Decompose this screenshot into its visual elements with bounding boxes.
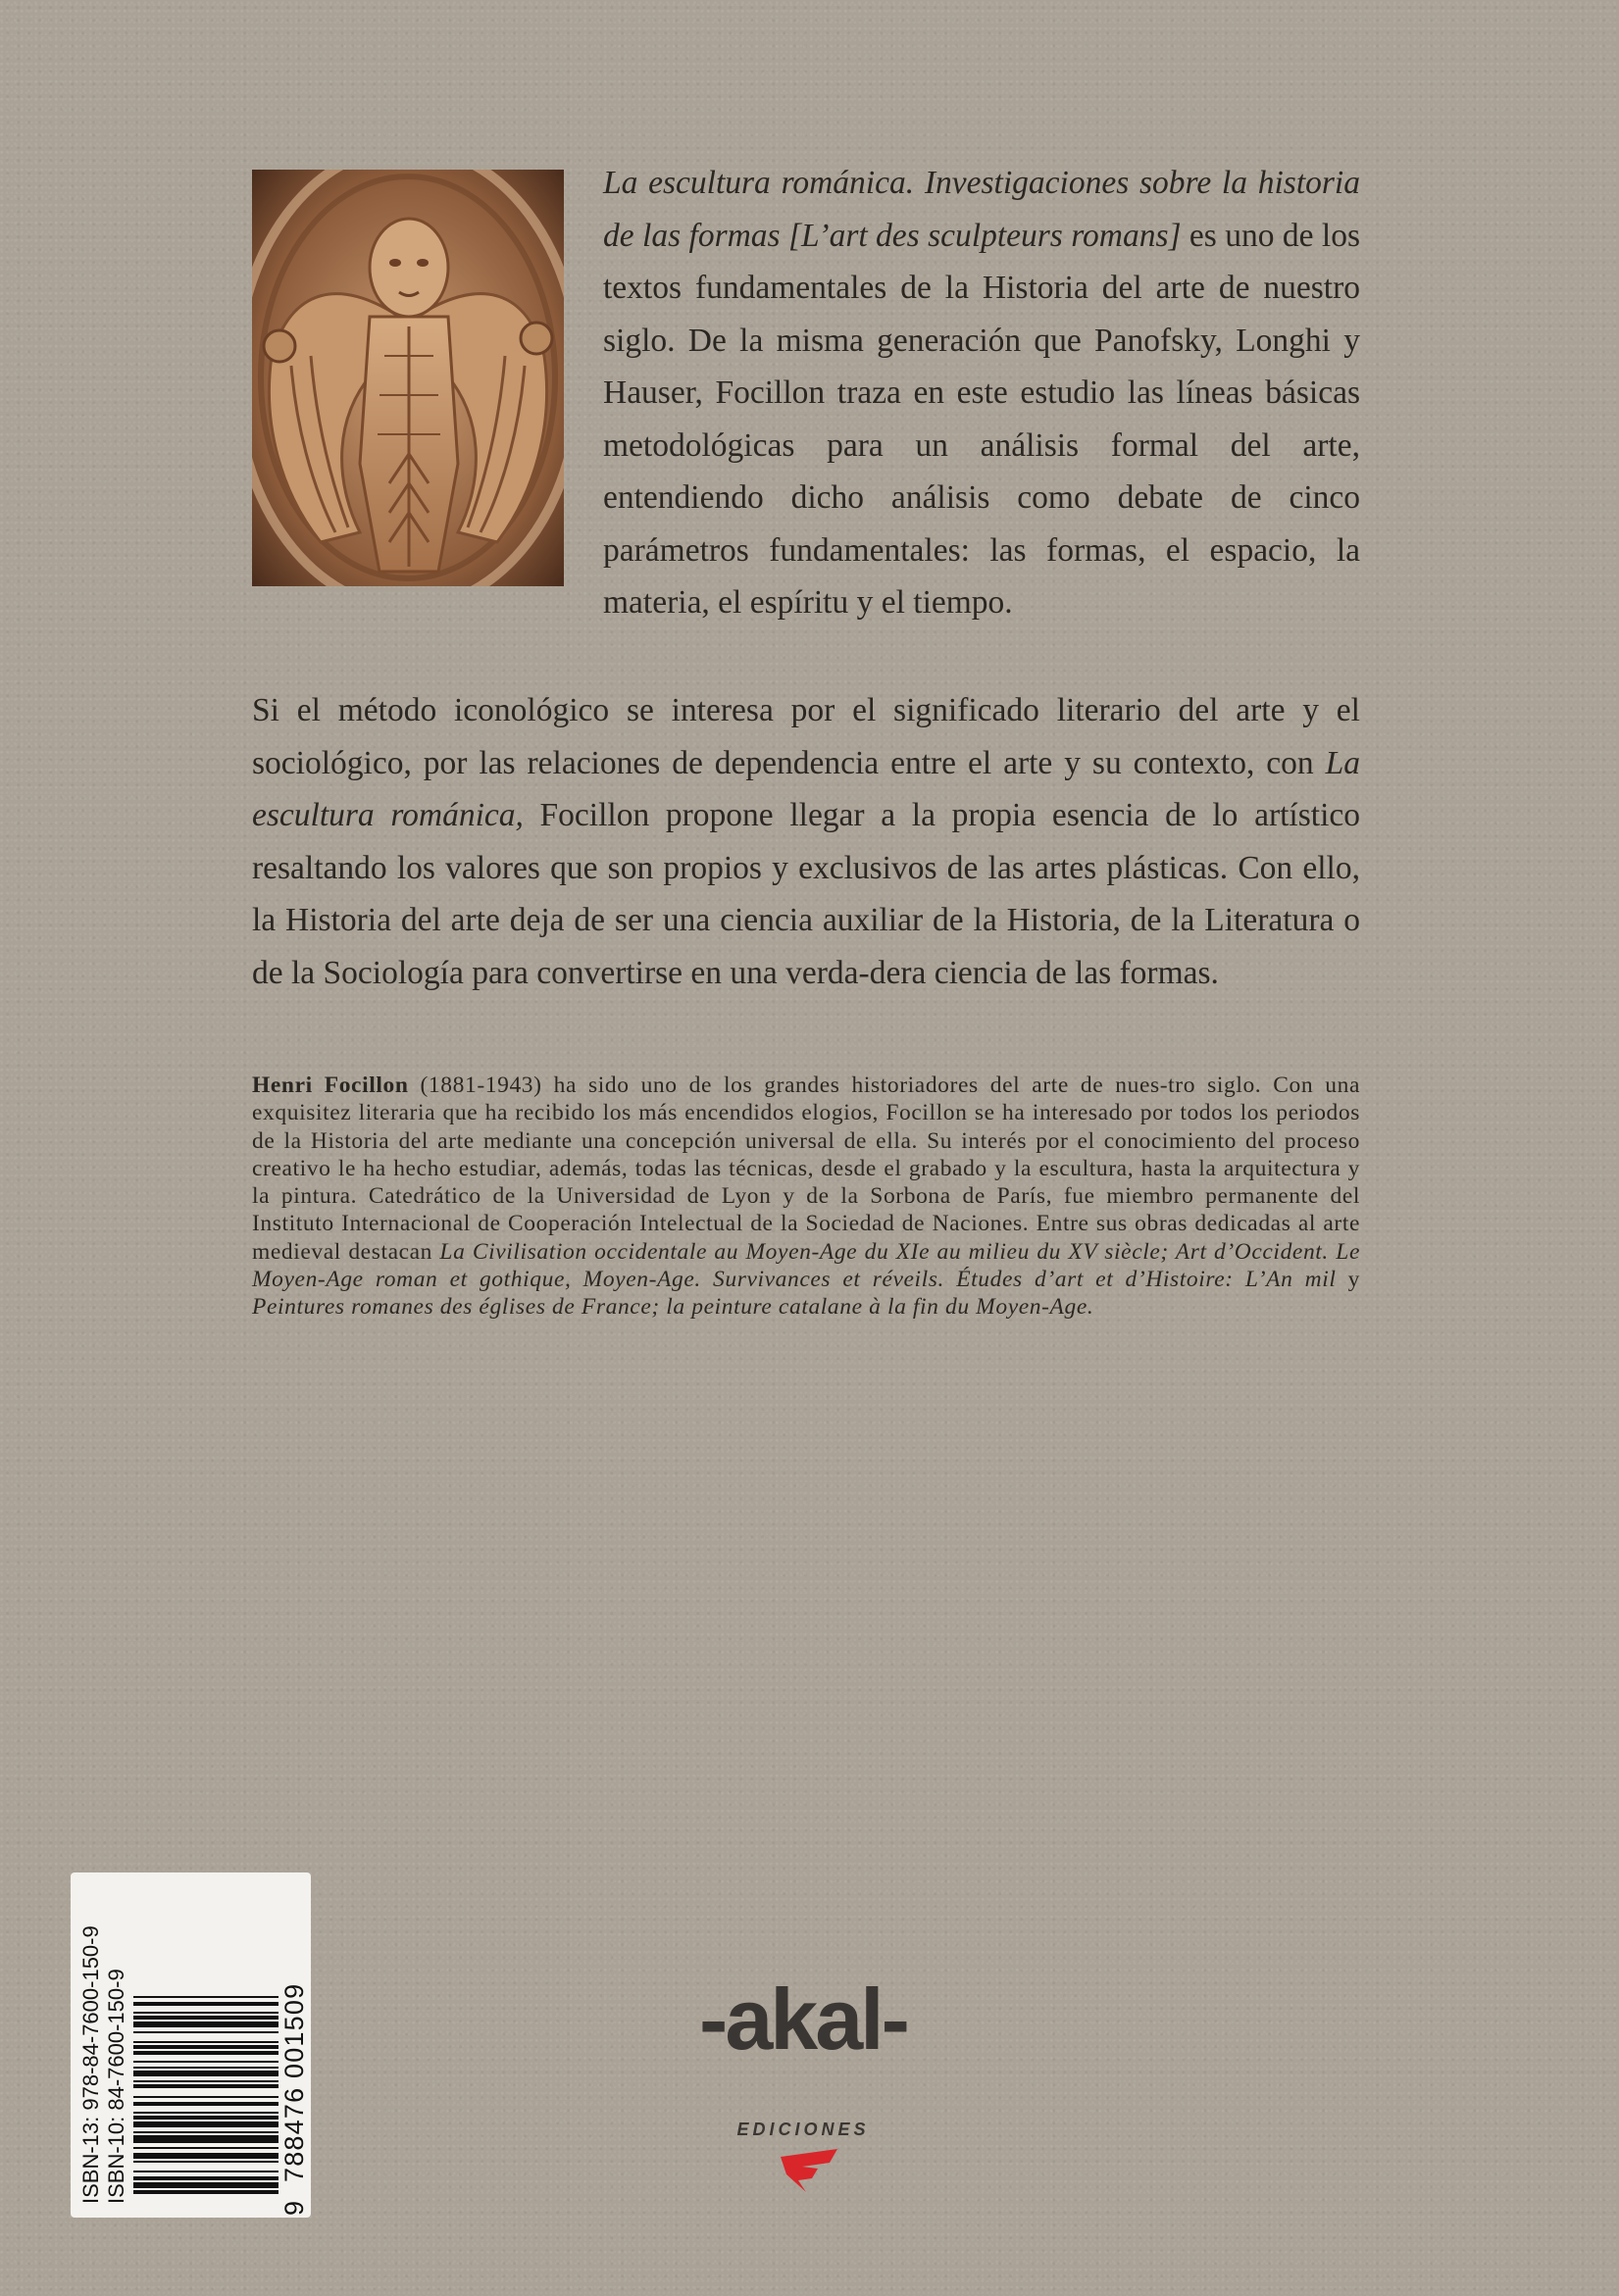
isbn13-text: ISBN-13: 978-84-7600-150-9 bbox=[78, 1925, 103, 2204]
barcode-bar bbox=[133, 2116, 278, 2120]
publisher-flame-icon bbox=[779, 2145, 839, 2194]
description-body: es uno de los textos fundamentales de la Historia del arte de nuestro siglo. De la misma generación que Panofsky, Longhi y Hauser, Focillon traza en este estudio las líneas básicas metodológicas para un análisis formal del arte, entendiendo dicho análisis como debate de cinco parámetros fundamentales: las formas, el espacio, la materia, el espíritu y el tiempo. bbox=[603, 217, 1360, 621]
barcode-rotated bbox=[71, 1872, 311, 2218]
publisher-logo-text: -akal- bbox=[699, 1971, 907, 2068]
barcode-bar bbox=[133, 2071, 278, 2076]
ean-first-digit: 9 bbox=[279, 2200, 309, 2216]
barcode-bar bbox=[133, 2171, 278, 2172]
barcode-bar bbox=[133, 2012, 278, 2014]
barcode-bar bbox=[133, 2112, 278, 2114]
barcode-bar bbox=[133, 2182, 278, 2188]
barcode-bar bbox=[133, 2161, 278, 2163]
p2-after: Focillon propone llegar a la propia esencia de lo artístico resaltando los valores que son propios y exclusivos de las artes plásticas. Con ello, la Historia del arte deja de ser una ciencia auxiliar de la Historia, de la Literatura o de la Sociología para convertirse en una verda-dera ciencia de las formas. bbox=[252, 797, 1360, 991]
barcode-bar bbox=[133, 2135, 278, 2143]
barcode-label bbox=[71, 1872, 311, 2218]
author-name: Henri Focillon bbox=[252, 1073, 409, 1098]
barcode-bar bbox=[133, 2153, 278, 2159]
barcode-bar bbox=[133, 2031, 278, 2033]
barcode-bar bbox=[133, 2045, 278, 2049]
barcode-bar bbox=[133, 2121, 278, 2127]
barcode-bar bbox=[133, 2080, 278, 2082]
barcode-bar bbox=[133, 2061, 278, 2063]
ean-remaining-digits: 788476 001509 bbox=[279, 1982, 309, 2182]
barcode-bar bbox=[133, 2041, 278, 2043]
barcode-bar bbox=[133, 1996, 278, 1998]
barcode-bar bbox=[133, 2016, 278, 2020]
barcode-bar bbox=[133, 2084, 278, 2088]
barcode-bar bbox=[133, 2067, 278, 2069]
isbn10-text: ISBN-10: 84-7600-150-9 bbox=[104, 1969, 128, 2204]
barcode-bar bbox=[133, 2147, 278, 2149]
author-works-1: La Civilisation occidentale au Moyen-Age du XIe au milieu du XV siècle; Art d’Occident. Le Moyen-Age roman et gothique, Moyen-Age. Survivances et réveils. Études d’art et d’Histoire: L’An mil bbox=[252, 1238, 1360, 1293]
author-works-join: y bbox=[1336, 1267, 1361, 1293]
barcode-bar bbox=[133, 2190, 278, 2194]
publisher-logo-subtitle: EDICIONES bbox=[736, 2120, 870, 2139]
book-title-italic: La escultura románica. Investigaciones sobre la historia de las formas [L’art des sculpteurs romans] bbox=[603, 165, 1360, 254]
description-paragraph-1 bbox=[252, 157, 1360, 629]
author-bio-text: (1881-1943) ha sido uno de los grandes historiadores del arte de nues-tro siglo. Con una exquisitez literaria que ha recibido los más encendidos elogios, Focillon se ha interesado por todos los periodos de la Historia del arte mediante una concepción universal de ella. Su interés por el conocimiento del proceso creativo le ha hecho estudiar, además, todas las técnicas, desde el grabado y la escultura, hasta la arquitectura y la pintura. Catedrático de la Universidad de Lyon y de la Sorbona de París, fue miembro permanente del Instituto Internacional de Cooperación Intelectual de la Sociedad de Naciones. Entre sus obras dedicadas al arte medieval destacan bbox=[252, 1073, 1360, 1265]
barcode-bar bbox=[133, 2002, 278, 2006]
barcode-bar bbox=[133, 2021, 278, 2027]
barcode-bar bbox=[133, 2176, 278, 2180]
barcode-bar bbox=[133, 2096, 278, 2098]
publisher-logo bbox=[681, 1971, 926, 2196]
author-biography bbox=[252, 1072, 1360, 1322]
barcode-bar bbox=[133, 2102, 278, 2106]
description-paragraph-2 bbox=[252, 684, 1360, 999]
barcode-bar bbox=[133, 2051, 278, 2055]
barcode-bars bbox=[133, 1890, 278, 2194]
p2-before: Si el método iconológico se interesa por el significado literario del arte y el sociológico, por las relaciones de dependencia entre el arte y su contexto, con bbox=[252, 692, 1360, 781]
author-works-2: Peintures romanes des églises de France; la peinture catalane à la fin du Moyen-Age. bbox=[252, 1294, 1094, 1321]
barcode-bar bbox=[133, 2131, 278, 2133]
p2-italic-title: La escultura románica, bbox=[252, 744, 1360, 833]
